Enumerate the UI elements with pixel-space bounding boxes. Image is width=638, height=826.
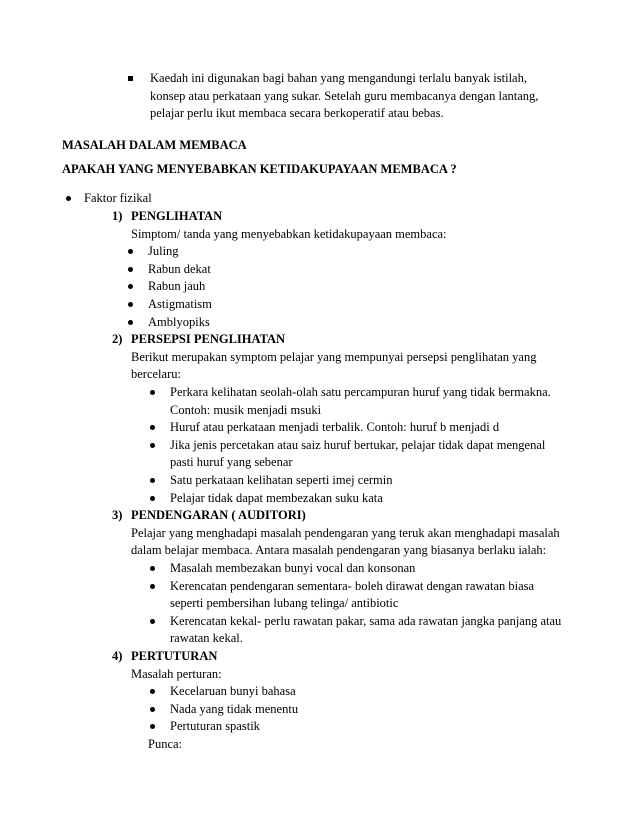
intro-line: pelajar perlu ikut membaca secara berkoperatif atau bebas.: [150, 106, 444, 121]
top-bullet-label: Faktor fizikal: [84, 191, 152, 205]
bullet-icon: [128, 320, 133, 325]
section-description: Masalah perturan:: [131, 666, 222, 681]
section-description: Simptom/ tanda yang menyebabkan ketidakupayaan membaca:: [131, 226, 447, 241]
list-item: Masalah membezakan bunyi vocal dan konsonan: [170, 561, 416, 575]
list-item: Kerencatan pendengaran sementara- boleh dirawat dengan rawatan biasa: [170, 578, 535, 593]
bullet-icon: [150, 584, 155, 589]
bullet-icon: [150, 707, 155, 712]
intro-line: konsep atau perkataan yang sukar. Setelah guru membacanya dengan lantang,: [150, 88, 539, 103]
list-item: Kecelaruan bunyi bahasa: [170, 684, 296, 699]
bullet-icon: [128, 249, 133, 254]
bullet-icon: [150, 478, 155, 483]
list-item: Rabun dekat: [148, 261, 211, 276]
bullet-icon: [150, 443, 155, 448]
heading-masalah: MASALAH DALAM MEMBACA: [62, 138, 247, 152]
section-title: PERTUTURAN: [131, 649, 218, 663]
section-description: Pelajar yang menghadapi masalah pendengaran yang teruk akan menghadapi masalah: [131, 525, 560, 540]
list-item: Rabun jauh: [148, 279, 206, 294]
list-item: Nada yang tidak menentu: [170, 701, 299, 716]
intro-line: Kaedah ini digunakan bagi bahan yang mengandungi terlalu banyak istilah,: [150, 71, 527, 85]
list-item: Pertuturan spastik: [170, 719, 260, 734]
section-description: bercelaru:: [131, 367, 181, 382]
section-number: 2): [112, 332, 123, 347]
section-number: 1): [112, 209, 123, 223]
section-description: dalam belajar membaca. Antara masalah pendengaran yang biasanya berlaku ialah:: [131, 543, 547, 558]
bullet-icon: [150, 619, 155, 624]
bullet-icon: [150, 566, 155, 571]
bullet-icon: [128, 302, 133, 307]
list-item: rawatan kekal.: [170, 631, 243, 646]
square-bullet-icon: [128, 76, 133, 81]
section-title: PERSEPSI PENGLIHATAN: [131, 332, 286, 347]
list-item: Kerencatan kekal- perlu rawatan pakar, sama ada rawatan jangka panjang atau: [170, 613, 562, 628]
list-item: Astigmatism: [148, 297, 212, 311]
bullet-icon: [150, 390, 155, 395]
bullet-icon: [66, 196, 71, 201]
bullet-icon: [128, 267, 133, 272]
footer-label: Punca:: [148, 737, 183, 751]
section-title: PENDENGARAN ( AUDITORI): [131, 508, 306, 523]
section-number: 4): [112, 649, 123, 663]
bullet-icon: [150, 724, 155, 729]
section-title: PENGLIHATAN: [131, 209, 223, 223]
list-item: Juling: [148, 244, 179, 259]
bullet-icon: [128, 284, 133, 289]
list-item: Jika jenis percetakan atau saiz huruf bertukar, pelajar tidak dapat mengenal: [170, 437, 546, 452]
list-item: Pelajar tidak dapat membezakan suku kata: [170, 490, 383, 505]
list-item: seperti pembersihan lubang telinga/ antibiotic: [170, 596, 399, 611]
heading-apakah: APAKAH YANG MENYEBABKAN KETIDAKUPAYAAN MEMBACA ?: [62, 162, 457, 176]
list-item: Huruf atau perkataan menjadi terbalik. Contoh: huruf b menjadi d: [170, 420, 500, 435]
list-item: Amblyopiks: [148, 314, 210, 329]
bullet-icon: [150, 496, 155, 501]
list-item: Satu perkataan kelihatan seperti imej cermin: [170, 473, 393, 487]
list-item: Perkara kelihatan seolah-olah satu percampuran huruf yang tidak bermakna.: [170, 385, 551, 399]
section-description: Berikut merupakan symptom pelajar yang mempunyai persepsi penglihatan yang: [131, 349, 537, 364]
section-number: 3): [112, 508, 123, 523]
list-item: Contoh: musik menjadi msuki: [170, 402, 322, 417]
bullet-icon: [150, 425, 155, 430]
list-item: pasti huruf yang sebenar: [170, 455, 293, 470]
bullet-icon: [150, 689, 155, 694]
